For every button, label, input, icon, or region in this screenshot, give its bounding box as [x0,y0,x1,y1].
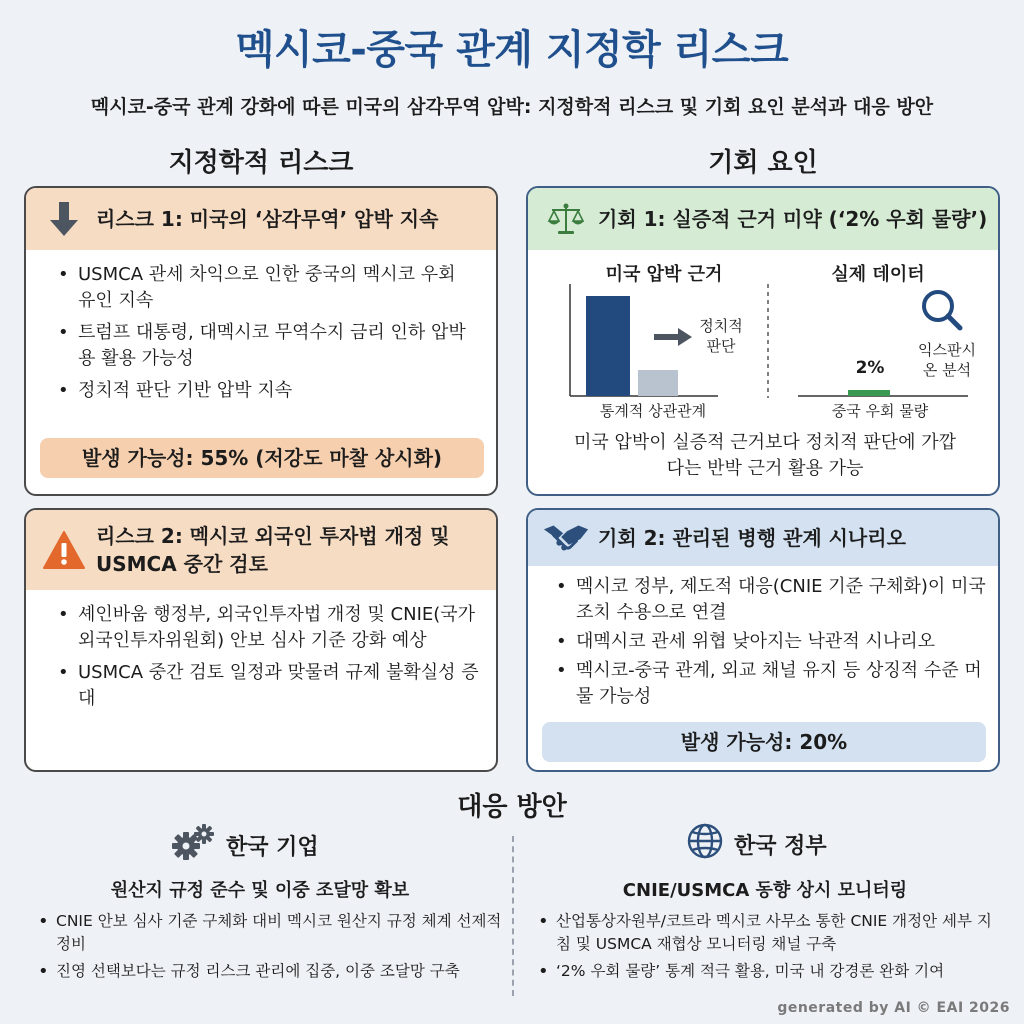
warning-icon [40,530,88,570]
risk2-bullets [56,602,486,718]
opp2-card [526,508,1000,772]
risk2-title: 리스크 2: 멕시코 외국인 투자법 개정 및 USMCA 중간 검토 [96,524,450,576]
opportunity-column-heading: 기회 요인 [708,148,818,178]
korea-government-title: 한국 정부 [734,833,827,859]
risk-column-heading: 지정학적 리스크 [168,148,354,178]
opp2-title: 기회 2: 관리된 병행 관계 시나리오 [598,526,906,550]
right-axis-label: 중국 우회 물량 [831,402,929,420]
list-item: • USMCA 관세 차익으로 인한 중국의 멕시코 우회 유인 지속 [56,262,476,314]
list-item: • 진영 선택보다는 규정 리스크 관리에 집중, 이중 조달망 구축 [36,960,502,983]
opp1-card [526,186,1000,496]
korea-company-title-row [170,822,319,868]
magnifier-label: 익스판시온 분석 [918,341,976,379]
left-axis-label: 통계적 상관관계 [599,402,707,420]
bar-actual-bypass [848,390,890,396]
page-subtitle: 멕시코-중국 관계 강화에 따른 미국의 삼각무역 압박: 지정학적 리스크 및 기회 요인 분석과 대응 방안 [90,96,934,118]
opp2-bullets [554,574,990,713]
opp1-conclusion: 미국 압박이 실증적 근거보다 정치적 판단에 가깝다는 반박 근거 활용 가능 [573,432,957,479]
korea-company-subtitle: 원산지 규정 준수 및 이중 조달망 확보 [110,880,410,901]
korea-company-bullets [36,910,502,987]
risk1-probability: 발생 가능성: 55% (저강도 마찰 상시화) [40,438,484,478]
korea-government-bullets [536,910,1006,987]
opp1-left-label: 미국 압박 근거 [605,264,723,285]
value-label: 2% [855,358,885,378]
arrow-label: 정치적 판단 [699,317,743,355]
opp2-header [528,510,998,566]
down-arrow-icon [40,200,88,238]
risk1-title: 리스크 1: 미국의 ‘삼각무역’ 압박 지속 [96,207,439,231]
bar-correlation-secondary [638,370,678,396]
opp1-right-label: 실제 데이터 [831,264,925,285]
risk2-header [26,510,496,590]
globe-icon [686,822,724,866]
scale-icon [542,201,590,237]
korea-government-subtitle: CNIE/USMCA 동향 상시 모니터링 [622,880,908,901]
list-item: • 정치적 판단 기반 압박 지속 [56,378,476,404]
list-item: • 셰인바움 행정부, 외국인투자법 개정 및 CNIE(국가외국인투자위원회) 안보 심사 기준 강화 예상 [56,602,486,654]
list-item: • 멕시코 정부, 제도적 대응(CNIE 기준 구체화)이 미국 조치 수용으로 연결 [554,574,990,626]
opp1-header [528,188,998,250]
footer-credit: generated by AI © EAI 2026 [777,1000,1010,1016]
response-divider [512,836,514,996]
list-item: • ‘2% 우회 물량’ 통계 적극 활용, 미국 내 강경론 완화 기여 [536,960,1006,983]
opp1-title: 기회 1: 실증적 근거 미약 (‘2% 우회 물량’) [598,207,988,231]
list-item: • 멕시코-중국 관계, 외교 채널 유지 등 상징적 수준 머물 가능성 [554,658,990,710]
page-title: 멕시코-중국 관계 지정학 리스크 [235,27,789,73]
korea-government-title-row [686,822,827,866]
list-item: • 산업통상자원부/코트라 멕시코 사무소 통한 CNIE 개정안 세부 지침 및 USMCA 재협상 모니터링 채널 구축 [536,910,1006,956]
handshake-icon [542,521,590,555]
risk1-bullets [56,262,476,410]
response-heading: 대응 방안 [457,792,567,822]
arrow-icon [654,328,692,346]
magnifier-icon [924,292,960,328]
bar-correlation-primary [586,296,630,396]
list-item: • 대멕시코 관세 위협 낮아지는 낙관적 시나리오 [554,629,990,655]
list-item: • USMCA 중간 검토 일정과 맞물려 규제 불확실성 증대 [56,660,486,712]
risk1-header [26,188,496,250]
korea-company-title: 한국 기업 [226,834,319,860]
risk2-card [24,508,498,772]
risk1-card [24,186,498,496]
opp2-probability: 발생 가능성: 20% [542,722,986,762]
gears-icon [170,822,216,868]
list-item: • 트럼프 대통령, 대멕시코 무역수지 금리 인하 압박용 활용 가능성 [56,320,476,372]
list-item: • CNIE 안보 심사 기준 구체화 대비 멕시코 원산지 규정 체계 선제적 정비 [36,910,502,956]
